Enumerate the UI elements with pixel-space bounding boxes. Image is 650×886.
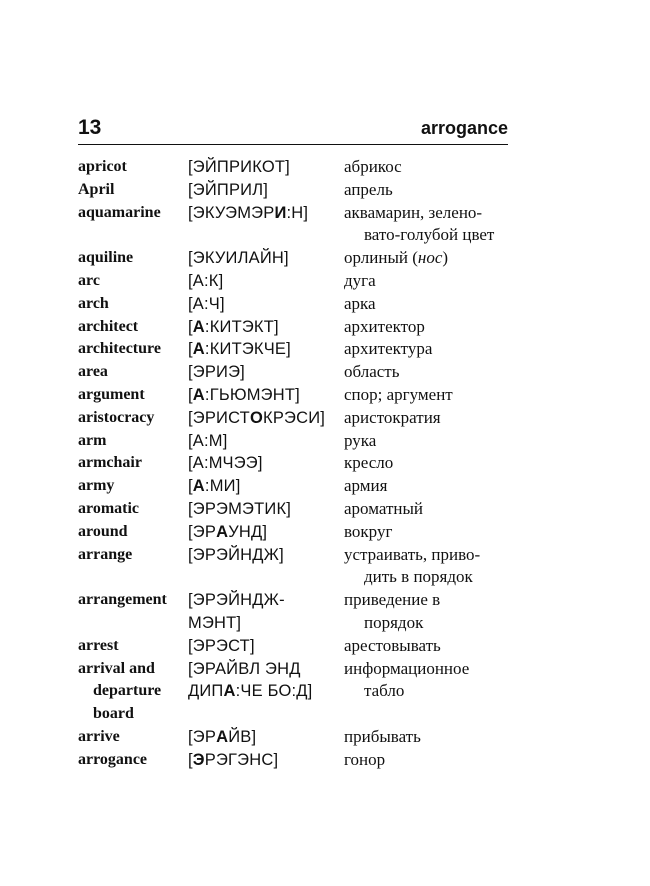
transcription-line: [ЭЙПРИКОТ] — [188, 158, 290, 176]
page-number: 13 — [78, 116, 102, 139]
headword-line: arrive — [78, 727, 120, 745]
dictionary-entry — [78, 475, 518, 498]
entry-transcription — [188, 430, 344, 453]
dictionary-entry — [78, 749, 518, 772]
dictionary-entry — [78, 498, 518, 521]
translation-line: ароматный — [344, 498, 424, 518]
translation-line: арестовывать — [344, 635, 441, 655]
entry-transcription — [188, 407, 344, 430]
translation-line: армия — [344, 476, 388, 496]
dictionary-entry — [78, 293, 518, 316]
entry-transcription — [188, 521, 344, 544]
entry-headword — [78, 156, 188, 179]
headword-line: architecture — [78, 340, 161, 358]
entry-translation — [344, 498, 519, 521]
transcription-line: [ЭРЭЙНДЖ- — [188, 591, 285, 610]
headword-line: aromatic — [78, 499, 140, 517]
entry-transcription — [188, 498, 344, 521]
dictionary-entry — [78, 544, 518, 590]
transcription-line: [ЭРАУНД] — [188, 522, 268, 541]
dictionary-entry — [78, 589, 518, 635]
entry-transcription — [188, 726, 344, 749]
transcription-line: [ЭКУИЛАЙН] — [188, 249, 289, 268]
headword-line: arch — [78, 294, 109, 312]
headword-line: arrival and — [78, 659, 155, 677]
dictionary-entry — [78, 316, 518, 339]
running-head: arrogance — [420, 118, 508, 138]
entry-headword — [78, 498, 188, 521]
entry-transcription — [188, 338, 344, 361]
headword-line: April — [78, 180, 115, 198]
entry-headword — [78, 293, 188, 316]
entry-headword — [78, 270, 188, 293]
entry-headword — [78, 635, 188, 658]
dictionary-entry — [78, 430, 518, 453]
entry-headword — [78, 361, 188, 384]
entry-headword — [78, 452, 188, 475]
entry-translation — [344, 338, 519, 361]
transcription-line: [ЭРЭСТ] — [188, 636, 255, 655]
transcription-line: [А:МЧЭЭ] — [188, 454, 263, 473]
dictionary-entry — [78, 270, 518, 293]
entry-translation — [344, 384, 519, 407]
translation-line: аквамарин, зелено- — [344, 202, 483, 222]
transcription-line: [ЭКУЭМЭРИ:Н] — [188, 203, 309, 222]
entry-headword — [78, 749, 188, 772]
translation-line: аристократия — [344, 407, 441, 427]
entry-transcription — [188, 270, 344, 293]
transcription-line: [А:КИТЭКТ] — [188, 317, 279, 336]
entry-transcription — [188, 589, 344, 635]
dictionary-entry — [78, 202, 518, 248]
entry-headword — [78, 726, 188, 749]
transcription-line: [ЭРАЙВ] — [188, 727, 257, 746]
translation-line: приведение в — [344, 590, 441, 610]
transcription-line: [ЭРИЭ] — [188, 363, 245, 382]
headword-line: around — [78, 522, 128, 540]
translation-line: область — [344, 362, 400, 382]
transcription-line: [ЭРАЙВЛ ЭНД — [188, 659, 301, 678]
translation-line: прибывать — [344, 726, 421, 746]
entry-transcription — [188, 384, 344, 407]
entry-headword — [78, 179, 188, 202]
translation-line: табло — [364, 681, 405, 701]
dictionary-entry — [78, 247, 518, 270]
entry-translation — [344, 658, 519, 704]
transcription-line: [ЭРЭЙНДЖ] — [188, 545, 284, 564]
entry-translation — [344, 521, 519, 544]
dictionary-entry — [78, 726, 518, 749]
entry-translation — [344, 475, 519, 498]
dictionary-entries — [78, 156, 518, 772]
entry-translation — [344, 749, 519, 772]
translation-line: дуга — [344, 270, 376, 290]
entry-translation — [344, 726, 519, 749]
entry-headword — [78, 521, 188, 544]
translation-line: архитектура — [344, 339, 433, 359]
entry-translation — [344, 430, 519, 453]
entry-translation — [344, 635, 519, 658]
entry-transcription — [188, 361, 344, 384]
entry-transcription — [188, 635, 344, 658]
entry-translation — [344, 293, 519, 316]
translation-line: гонор — [344, 749, 386, 769]
headword-line: board — [93, 705, 134, 723]
entry-translation — [344, 179, 519, 202]
entry-headword — [78, 384, 188, 407]
translation-line: апрель — [344, 179, 393, 199]
entry-transcription — [188, 475, 344, 498]
entry-translation — [344, 544, 519, 590]
headword-line: armchair — [78, 454, 142, 472]
headword-line: aquiline — [78, 249, 134, 267]
translation-line: вокруг — [344, 521, 393, 541]
translation-line: устраивать, приво- — [344, 544, 481, 564]
entry-headword — [78, 544, 188, 567]
entry-headword — [78, 338, 188, 361]
entry-translation — [344, 316, 519, 339]
entry-transcription — [188, 658, 344, 704]
dictionary-entry — [78, 658, 518, 726]
translation-line: арка — [344, 293, 376, 313]
transcription-line: [ЭРЭГЭНС] — [188, 750, 279, 769]
transcription-line: [ЭРИСТОКРЭСИ] — [188, 408, 326, 427]
transcription-line: [ЭЙПРИЛ] — [188, 180, 269, 199]
entry-headword — [78, 407, 188, 430]
entry-transcription — [188, 156, 344, 179]
headword-line: aquamarine — [78, 203, 161, 221]
translation-line: вато-голубой цвет — [364, 225, 495, 245]
transcription-line: [ЭРЭМЭТИК] — [188, 499, 292, 518]
headword-line: arm — [78, 431, 107, 449]
entry-headword — [78, 247, 188, 270]
headword-line: arrest — [78, 636, 119, 654]
dictionary-entry — [78, 635, 518, 658]
headword-line: arrangement — [78, 591, 167, 609]
dictionary-entry — [78, 452, 518, 475]
headword-line: arrange — [78, 545, 133, 563]
entry-headword — [78, 430, 188, 453]
entry-transcription — [188, 452, 344, 475]
dictionary-entry — [78, 521, 518, 544]
headword-line: apricot — [78, 158, 127, 175]
entry-transcription — [188, 316, 344, 339]
entry-transcription — [188, 293, 344, 316]
entry-translation — [344, 589, 519, 635]
translation-line: орлиный (нос) — [344, 248, 449, 268]
transcription-line: [А:ГЬЮМЭНТ] — [188, 385, 300, 404]
headword-line: army — [78, 477, 115, 495]
headword-line: area — [78, 363, 108, 381]
translation-line: порядок — [364, 612, 424, 632]
transcription-line: [А:К] — [188, 271, 224, 290]
entry-headword — [78, 658, 188, 726]
dictionary-entry — [78, 384, 518, 407]
entry-transcription — [188, 202, 344, 225]
entry-translation — [344, 247, 519, 270]
translation-line: кресло — [344, 453, 394, 473]
dictionary-entry — [78, 338, 518, 361]
entry-headword — [78, 202, 188, 225]
entry-headword — [78, 316, 188, 339]
translation-line: рука — [344, 430, 377, 450]
transcription-line: [А:МИ] — [188, 477, 241, 496]
entry-transcription — [188, 247, 344, 270]
translation-line: дить в порядок — [364, 567, 473, 587]
translation-line: абрикос — [344, 157, 402, 176]
page-header — [78, 114, 508, 145]
entry-translation — [344, 452, 519, 475]
entry-headword — [78, 589, 188, 612]
transcription-line: МЭНТ] — [188, 613, 242, 632]
entry-translation — [344, 270, 519, 293]
headword-line: aristocracy — [78, 408, 155, 426]
transcription-line: [А:М] — [188, 431, 228, 450]
transcription-line: [А:КИТЭКЧЕ] — [188, 340, 291, 359]
entry-transcription — [188, 749, 344, 772]
dictionary-entry — [78, 407, 518, 430]
entry-translation — [344, 156, 519, 179]
entry-translation — [344, 407, 519, 430]
headword-line: argument — [78, 385, 145, 403]
dictionary-entry — [78, 361, 518, 384]
headword-line: arc — [78, 271, 100, 289]
dictionary-entry — [78, 156, 518, 179]
entry-transcription — [188, 179, 344, 202]
translation-line: архитектор — [344, 316, 425, 336]
entry-transcription — [188, 544, 344, 567]
entry-translation — [344, 202, 519, 248]
transcription-line: [А:Ч] — [188, 294, 225, 313]
headword-line: architect — [78, 317, 139, 335]
dictionary-entry — [78, 179, 518, 202]
translation-line: информационное — [344, 658, 470, 678]
translation-line: спор; аргумент — [344, 384, 453, 404]
headword-line: departure — [93, 682, 162, 700]
transcription-line: ДИПА:ЧЕ БО:Д] — [188, 682, 313, 701]
entry-headword — [78, 475, 188, 498]
headword-line: arrogance — [78, 750, 148, 768]
entry-translation — [344, 361, 519, 384]
